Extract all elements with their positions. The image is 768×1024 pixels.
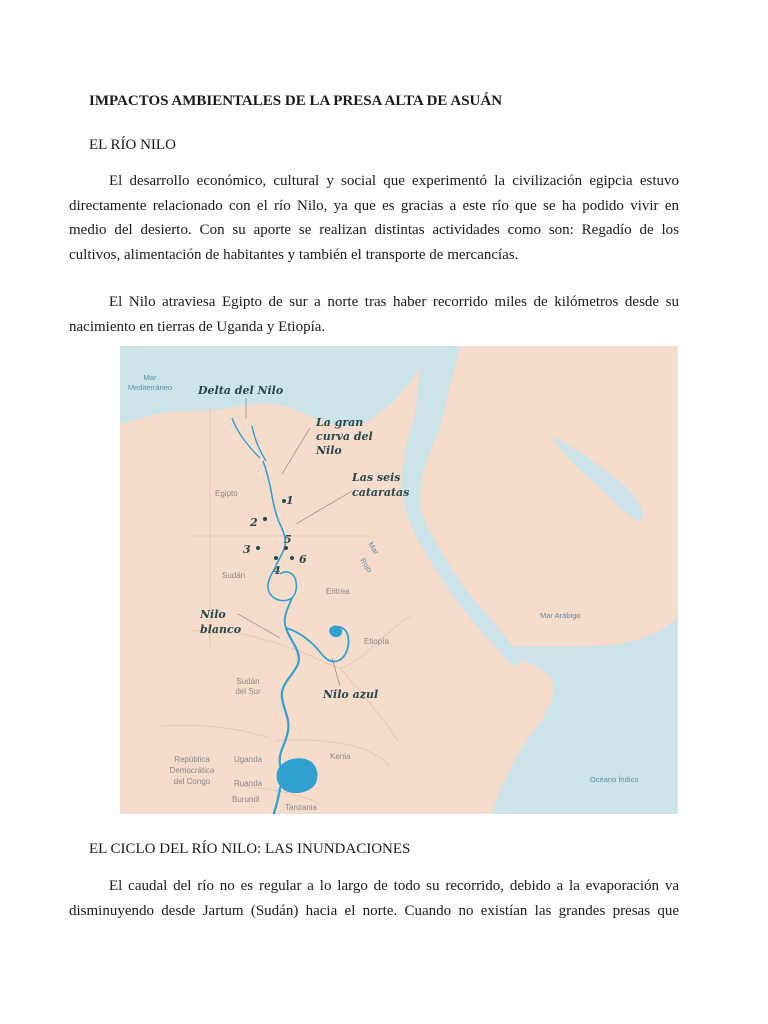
country-label-tanzania: Tanzania [285,803,318,812]
paragraph-1-line-1: El desarrollo económico, cultural y social que experimentó la civilización egipcia estuvo [109,173,679,189]
nile-map-figure [120,346,678,814]
paragraph-3 [69,874,679,923]
section-heading-ciclo: EL CICLO DEL RÍO NILO: LAS INUNDACIONES [89,841,411,857]
country-label-burundi: Burundi [232,795,260,804]
section-heading-rio-nilo: EL RÍO NILO [89,137,176,153]
country-label-drc-1: República [174,755,210,764]
document-title: IMPACTOS AMBIENTALES DE LA PRESA ALTA DE ASUÁN [89,93,503,109]
country-label-uganda: Uganda [234,755,263,764]
paragraph-1-line-2: directamente relacionado con el río Nilo, ya que es gracias a este río que se ha podido vivir en [69,197,679,214]
paragraph-2-line-2: nacimiento en tierras de Uganda y Etiopía. [69,318,326,335]
country-label-drc-3: del Congo [173,777,211,786]
paragraph-1-line-3: medio del desierto. Con su aporte se realizan distintas actividades como son: Regadío de los [69,222,679,238]
annotation-white-nile-2: blanco [200,623,242,636]
annotation-curve-1: La gran [316,416,364,429]
country-label-sudan: Sudán [222,571,246,580]
country-label-rwanda: Ruanda [234,779,263,788]
annotation-cataracts-1: Las seis [352,471,401,484]
sea-label-indian-ocean: Océano Índico [590,775,639,784]
paragraph-2 [69,290,679,339]
country-label-kenya: Kenia [330,752,351,761]
paragraph-2-line-1: El Nilo atraviesa Egipto de sur a norte tras haber recorrido miles de kilómetros desde su [109,294,679,310]
cataract-number-3: 3 [243,543,251,556]
annotation-white-nile-1: Nilo [200,608,226,621]
cataract-number-4: 4 [273,564,281,577]
annotation-delta: Delta del Nilo [198,384,284,397]
cataract-dot-5 [284,546,288,550]
country-label-south-sudan-2: del Sur [235,687,261,696]
cataract-dot-2 [263,517,267,521]
cataract-number-5: 5 [284,533,292,546]
annotation-cataracts-2: cataratas [352,486,410,499]
country-label-ethiopia: Etiopía [364,637,389,646]
cataract-dot-4 [274,556,278,560]
sea-label-red-1: Mar [366,540,381,557]
country-label-eritrea: Eritrea [326,587,350,596]
cataract-number-1: 1 [286,494,294,507]
paragraph-1 [69,169,679,267]
paragraph-3-line-2: disminuyendo desde Jartum (Sudán) hacia el norte. Cuando no existían las grandes presas que [69,902,679,919]
country-label-egypt: Egipto [215,489,238,498]
cataract-dot-3 [256,546,260,550]
sea-label-mediterranean-2: Mediterráneo [127,383,173,392]
cataract-dot-6 [290,556,294,560]
paragraph-3-line-1: El caudal del río no es regular a lo largo de todo su recorrido, debido a la evaporación va [109,878,679,894]
country-label-south-sudan-1: Sudán [236,677,260,686]
annotation-blue-nile: Nilo azul [323,688,379,701]
sea-label-red-2: Rojo [358,556,375,575]
sea-label-arabian: Mar Arábigo [540,611,581,620]
cataract-number-2: 2 [250,516,258,529]
paragraph-1-line-4: cultivos, alimentación de habitantes y también el transporte de mercancías. [69,246,519,263]
annotation-curve-3: Nilo [316,444,342,457]
annotation-curve-2: curva del [316,430,373,443]
cataract-number-6: 6 [299,553,307,566]
sea-label-mediterranean-1: Mar [143,373,157,382]
country-label-drc-2: Democrática [169,766,215,775]
